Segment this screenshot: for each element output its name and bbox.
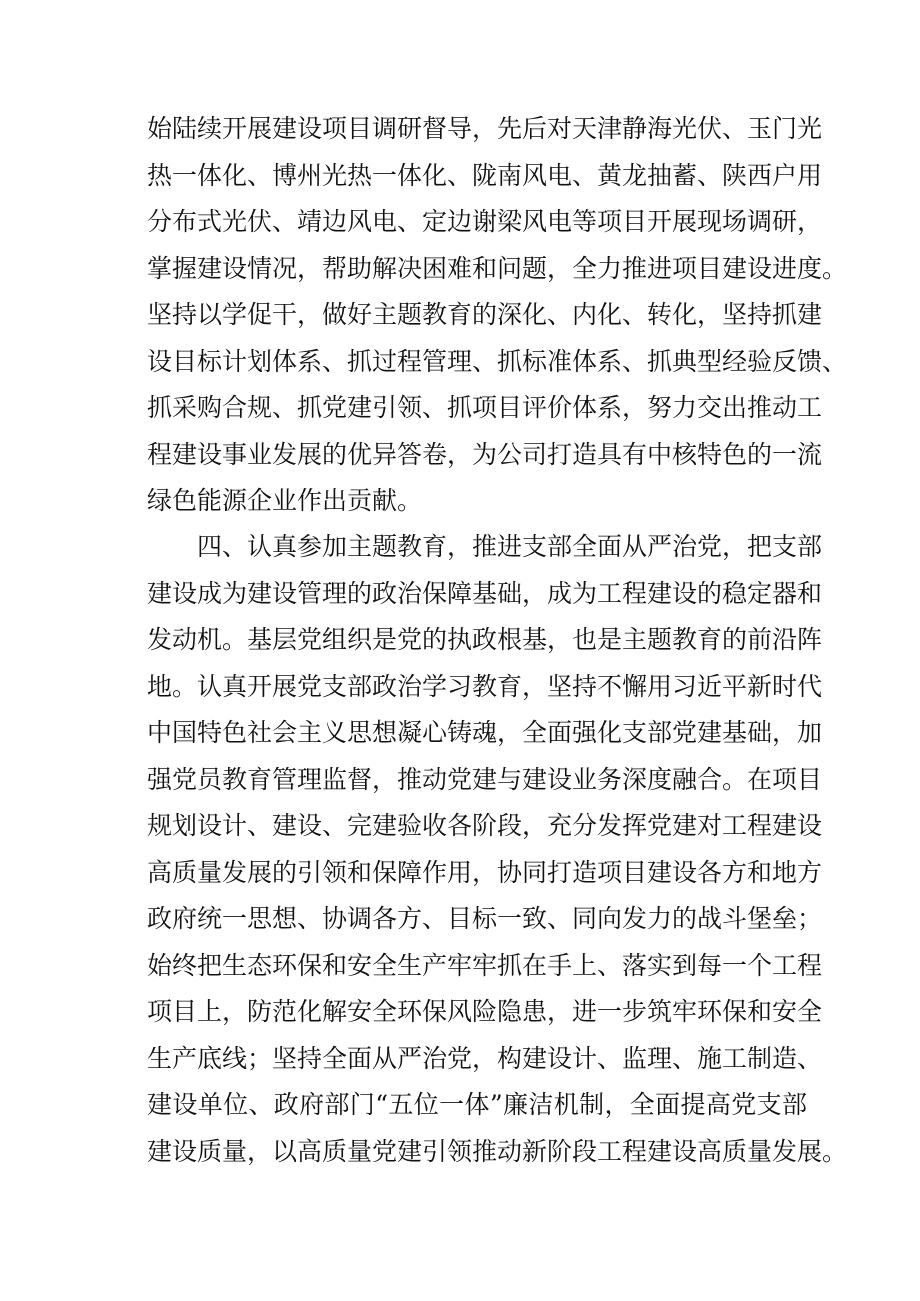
text-line: 始终把生态环保和安全生产牢牢抓在手上、落实到每一个工程 [147,950,823,980]
text-line: 规划设计、建设、完建验收各阶段，充分发挥党建对工程建设 [147,811,823,840]
text-line: 项目上，防范化解安全环保风险隐患，进一步筑牢环保和安全 [147,997,823,1026]
text-line: 热一体化、博州光热一体化、陇南风电、黄龙抽蓄、陕西户用 [147,160,823,190]
text-line: 绿色能源企业作出贡献。 [147,486,423,515]
text-line: 生产底线；坚持全面从严治党，构建设计、监理、施工制造、 [147,1043,823,1073]
text-line: 坚持以学促干，做好主题教育的深化、内化、转化，坚持抓建 [147,300,823,329]
text-line: 建设成为建设管理的政治保障基础，成为工程建设的稳定器和 [147,578,823,608]
text-line: 抓采购合规、抓党建引领、抓项目评价体系，努力交出推动工 [147,393,823,422]
text-line: 分布式光伏、靖边风电、定边谢梁风电等项目开展现场调研， [147,207,823,236]
text-line: 建设单位、政府部门“五位一体”廉洁机制，全面提高党支部 [147,1090,807,1119]
text-line: 地。认真开展党支部政治学习教育，坚持不懈用习近平新时代 [147,671,823,701]
paragraph-continuation [147,106,848,525]
text-line: 设目标计划体系、抓过程管理、抓标准体系、抓典型经验反馈、 [147,346,848,376]
text-line: 强党员教育管理监督，推动党建与建设业务深度融合。在项目 [147,764,823,794]
text-line: 发动机。基层党组织是党的执政根基，也是主题教育的前沿阵 [147,625,823,654]
paragraph-section-four [147,524,848,1175]
text-line: 高质量发展的引领和保障作用，协同打造项目建设各方和地方 [147,857,823,887]
text-line: 四、认真参加主题教育，推进支部全面从严治党，把支部 [147,532,823,561]
text-line: 政府统一思想、协调各方、目标一致、同向发力的战斗堡垒； [147,904,823,933]
text-line: 始陆续开展建设项目调研督导，先后对天津静海光伏、玉门光 [147,114,823,143]
text-line: 程建设事业发展的优异答卷，为公司打造具有中核特色的一流 [147,439,823,469]
text-line: 中国特色社会主义思想凝心铸魂，全面强化支部党建基础，加 [147,718,823,747]
text-line: 建设质量，以高质量党建引领推动新阶段工程建设高质量发展。 [147,1136,848,1166]
text-line: 掌握建设情况，帮助解决困难和问题，全力推进项目建设进度。 [147,253,848,283]
